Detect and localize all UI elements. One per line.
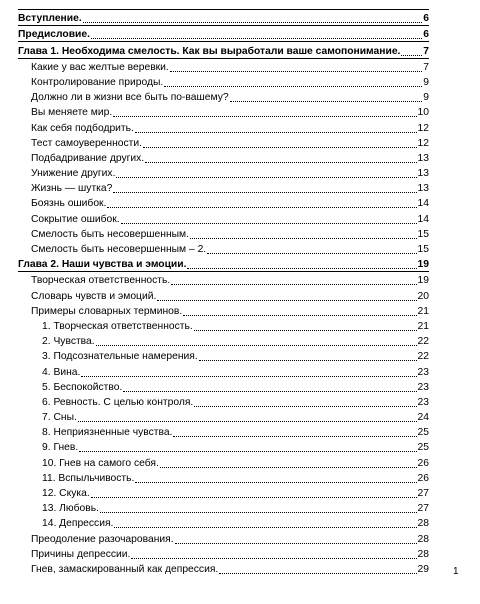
- toc-leader-dots: [135, 472, 416, 483]
- toc-leader-dots: [91, 28, 422, 39]
- toc-heading[interactable]: [18, 256, 429, 272]
- page-number: 1: [453, 566, 459, 577]
- toc-leader-dots: [107, 197, 416, 208]
- toc-leader-dots: [78, 411, 417, 422]
- toc-entry[interactable]: [18, 210, 429, 225]
- toc-entry[interactable]: [18, 74, 429, 89]
- toc-entry-title: Преодоление разочарования.: [31, 533, 174, 545]
- toc-entry-page: 22: [417, 336, 429, 348]
- toc-entry-page: 29: [417, 563, 429, 575]
- toc-entry-title: Боязнь ошибок.: [31, 198, 107, 210]
- toc-entry[interactable]: [18, 318, 429, 333]
- toc-leader-dots: [143, 137, 417, 148]
- toc-heading[interactable]: [18, 42, 429, 58]
- toc-entry-page: 15: [417, 228, 429, 240]
- toc-entry[interactable]: [18, 546, 429, 561]
- toc-entry-title: 10. Гнев на самого себя.: [42, 457, 159, 469]
- toc-leader-dots: [173, 426, 416, 437]
- toc-entry[interactable]: [18, 409, 429, 424]
- toc-entry-title: 13. Любовь.: [42, 503, 99, 515]
- toc-entry-title: 4. Вина.: [42, 366, 81, 378]
- toc-leader-dots: [164, 76, 422, 87]
- toc-entry-page: 12: [417, 137, 429, 149]
- toc-entry[interactable]: [18, 104, 429, 119]
- toc-entry-title: Примеры словарных терминов.: [31, 305, 183, 317]
- toc-entry-title: Вступление.: [18, 13, 82, 25]
- toc-entry-page: 14: [417, 198, 429, 210]
- toc-entry[interactable]: [18, 226, 429, 241]
- toc-entry-title: 12. Скука.: [42, 488, 90, 499]
- toc-leader-dots: [131, 548, 416, 559]
- toc-entry-page: 12: [417, 122, 429, 134]
- toc-entry-title: Смелость быть несовершенным.: [31, 228, 189, 240]
- toc-entry-title: 11. Вспыльчивость.: [42, 472, 135, 484]
- toc-entry-page: 28: [417, 548, 429, 560]
- toc-leader-dots: [91, 487, 417, 498]
- toc-entry-page: 14: [417, 213, 429, 225]
- toc-entry-title: 3. Подсознательные намерения.: [42, 351, 198, 363]
- toc-entry-title: Смелость быть несовершенным – 2.: [31, 244, 207, 255]
- toc-entry-title: 6. Ревность. С целью контроля.: [42, 396, 194, 408]
- toc-leader-dots: [100, 502, 417, 513]
- toc-heading[interactable]: [18, 26, 429, 42]
- toc-entry-title: Унижение других.: [31, 168, 116, 180]
- toc-leader-dots: [207, 243, 416, 254]
- toc-entry[interactable]: [18, 180, 429, 195]
- toc-entry-page: 9: [423, 76, 429, 88]
- toc-entry-title: 7. Сны.: [42, 412, 77, 424]
- toc-entry-title: Сокрытие ошибок.: [31, 213, 120, 225]
- toc-entry-title: Тест самоуверенности.: [31, 137, 142, 149]
- toc-entry-page: 6: [423, 13, 429, 25]
- toc-entry[interactable]: [18, 303, 429, 318]
- toc-entry[interactable]: [18, 348, 429, 363]
- toc-leader-dots: [114, 517, 416, 528]
- toc-leader-dots: [160, 457, 417, 468]
- toc-entry[interactable]: [18, 530, 429, 545]
- toc-entry-page: 25: [417, 442, 429, 454]
- toc-leader-dots: [81, 366, 416, 377]
- toc-entry-page: 23: [417, 381, 429, 393]
- toc-entry[interactable]: [18, 500, 429, 515]
- toc-entry-title: Жизнь — шутка?: [31, 183, 113, 195]
- toc-entry[interactable]: [18, 333, 429, 348]
- toc-entry-page: 13: [417, 168, 429, 180]
- toc-leader-dots: [123, 381, 416, 392]
- toc-entry[interactable]: [18, 89, 429, 104]
- toc-entry[interactable]: [18, 561, 429, 576]
- toc-leader-dots: [219, 563, 416, 574]
- toc-entry-title: Глава 2. Наши чувства и эмоции.: [18, 259, 187, 271]
- toc-entry-page: 7: [423, 45, 429, 57]
- table-of-contents: [18, 9, 429, 576]
- toc-leader-dots: [171, 274, 416, 285]
- toc-entry-page: 24: [417, 412, 429, 424]
- toc-entry-title: 2. Чувства.: [42, 336, 95, 348]
- toc-entry-page: 9: [423, 92, 429, 104]
- toc-entry-page: 10: [417, 107, 429, 119]
- toc-entry-page: 28: [417, 518, 429, 530]
- toc-entry-title: 8. Неприязненные чувства.: [42, 427, 173, 439]
- toc-leader-dots: [79, 441, 416, 452]
- toc-entry[interactable]: [18, 470, 429, 485]
- toc-entry-title: Как себя подбодрить.: [31, 122, 134, 134]
- toc-entry[interactable]: [18, 454, 429, 469]
- toc-entry-page: 13: [417, 183, 429, 195]
- toc-entry-page: 25: [417, 427, 429, 439]
- toc-entry[interactable]: [18, 287, 429, 302]
- toc-leader-dots: [113, 106, 416, 117]
- toc-entry[interactable]: [18, 195, 429, 210]
- toc-entry-title: Должно ли в жизни все быть по-вашему?: [31, 92, 229, 104]
- toc-leader-dots: [113, 182, 416, 193]
- toc-entry-page: 7: [423, 61, 429, 73]
- toc-entry-page: 27: [417, 503, 429, 515]
- toc-entry-page: 15: [417, 244, 429, 255]
- toc-leader-dots: [135, 122, 417, 133]
- toc-entry[interactable]: [18, 59, 429, 74]
- toc-leader-dots: [183, 305, 416, 316]
- toc-entry[interactable]: [18, 135, 429, 150]
- toc-leader-dots: [175, 533, 417, 544]
- toc-entry[interactable]: [18, 439, 429, 454]
- toc-entry[interactable]: [18, 241, 429, 256]
- toc-leader-dots: [401, 45, 422, 56]
- toc-entry-page: 19: [417, 259, 429, 271]
- toc-entry-title: Вы меняете мир.: [31, 107, 113, 119]
- toc-leader-dots: [170, 61, 422, 72]
- toc-leader-dots: [83, 12, 423, 23]
- toc-entry[interactable]: [18, 272, 429, 287]
- toc-entry-title: Какие у вас желтые веревки.: [31, 61, 169, 73]
- toc-entry-page: 23: [417, 396, 429, 408]
- toc-leader-dots: [157, 290, 416, 301]
- toc-entry-page: 21: [417, 305, 429, 317]
- toc-entry[interactable]: [18, 485, 429, 500]
- toc-entry-title: Причины депрессии.: [31, 548, 131, 560]
- toc-leader-dots: [96, 335, 417, 346]
- toc-entry[interactable]: [18, 394, 429, 409]
- toc-entry[interactable]: [18, 379, 429, 394]
- toc-entry-title: Творческая ответственность.: [31, 275, 171, 287]
- toc-entry-page: 27: [417, 488, 429, 499]
- toc-leader-dots: [230, 91, 423, 102]
- toc-entry-page: 26: [417, 457, 429, 469]
- toc-leader-dots: [194, 396, 416, 407]
- toc-entry-page: 13: [417, 152, 429, 164]
- toc-leader-dots: [187, 258, 416, 269]
- toc-leader-dots: [116, 167, 416, 178]
- toc-entry-title: Контролирование природы.: [31, 76, 164, 88]
- toc-entry-page: 21: [417, 320, 429, 332]
- toc-leader-dots: [190, 228, 417, 239]
- toc-leader-dots: [194, 320, 417, 331]
- toc-entry[interactable]: [18, 150, 429, 165]
- toc-entry-page: 28: [417, 533, 429, 545]
- toc-leader-dots: [199, 350, 417, 361]
- toc-entry[interactable]: [18, 165, 429, 180]
- toc-entry-page: 23: [417, 366, 429, 378]
- toc-entry-page: 26: [417, 472, 429, 484]
- toc-entry-title: Глава 1. Необходима смелость. Как вы выработали ваше самопонимание.: [18, 45, 401, 57]
- toc-entry-title: Предисловие.: [18, 29, 90, 41]
- toc-entry-title: Подбадривание других.: [31, 152, 145, 164]
- toc-entry[interactable]: [18, 119, 429, 134]
- toc-entry[interactable]: [18, 424, 429, 439]
- toc-entry-title: Словарь чувств и эмоций.: [31, 290, 157, 302]
- toc-entry-title: 5. Беспокойство.: [42, 381, 123, 393]
- toc-heading[interactable]: [18, 9, 429, 26]
- toc-entry-title: 14. Депрессия.: [42, 518, 114, 530]
- toc-entry-page: 20: [417, 290, 429, 302]
- toc-entry[interactable]: [18, 515, 429, 530]
- toc-entry-page: 22: [417, 351, 429, 363]
- toc-entry-page: 6: [423, 29, 429, 41]
- toc-entry[interactable]: [18, 363, 429, 378]
- toc-leader-dots: [145, 152, 416, 163]
- toc-entry-title: Гнев, замаскированный как депрессия.: [31, 563, 219, 575]
- toc-entry-title: 1. Творческая ответственность.: [42, 320, 193, 332]
- toc-entry-page: 19: [417, 275, 429, 287]
- toc-leader-dots: [121, 213, 417, 224]
- toc-entry-title: 9. Гнев.: [42, 442, 79, 454]
